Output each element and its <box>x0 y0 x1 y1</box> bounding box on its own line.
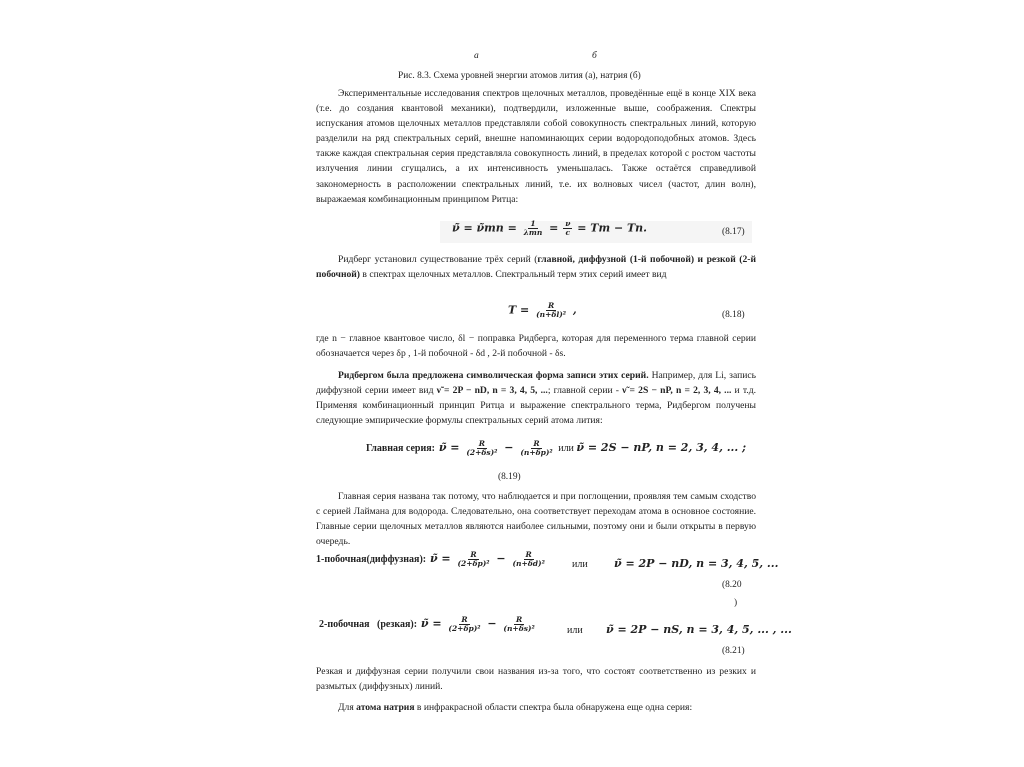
paragraph-rydberg-series: Ридберг установил существование трёх серий (главной, диффузной (1-й побочной) и резкой (2-й побочной) в спектрах щелочных металлов. Спектральный терм этих серий имеет вид <box>316 254 756 281</box>
eq820-rhs: ν̃ = 2P − nD, n = 3, 4, 5, ... <box>614 557 779 570</box>
eq817-left: ν̃ = ν̃mn = <box>452 221 521 235</box>
eq821-rhs: ν̃ = 2P − nS, n = 3, 4, 5, ... , ... <box>606 623 792 636</box>
eq820-frac2: $\frac{R}{\text{(n+δd)²}}$ <box>512 550 545 568</box>
equation-8-18: T = $\frac{R}{\text{(n+δl)²}}$ , <box>508 301 577 319</box>
eq820-ili: или <box>572 559 588 570</box>
equation-8-17: ν̃ = ν̃mn = $\frac{1}{\text{λmn}}$ = $\frac{\nu}{c}$ = Tm − Tn. <box>452 219 648 237</box>
equation-number-8-19: (8.19) <box>498 472 521 482</box>
paragraph-definitions: где n − главное квантовое число, δl − поправка Ридберга, которая для переменного терма главной серии обозначается через δp , 1-й побочной - δd , 2-й побочной - δs. <box>316 333 756 360</box>
eq820-frac1: $\frac{R}{\text{(2+δp)²}}$ <box>457 550 490 568</box>
eq821-frac2: $\frac{R}{\text{(n+δs)²}}$ <box>503 615 535 633</box>
paragraph-sodium: Для атома натрия в инфракрасной области спектра была обнаружена еще одна серия: <box>338 702 693 713</box>
figure-caption: Рис. 8.3. Схема уровней энергии атомов лития (а), натрия (б) <box>398 71 641 81</box>
equation-number-8-18: (8.18) <box>722 310 745 320</box>
equation-number-8-17: (8.17) <box>722 227 745 237</box>
eq817-frac2: $\frac{\nu}{c}$ <box>565 219 571 237</box>
eq819-frac1: $\frac{R}{\text{(2+δs)²}}$ <box>466 439 498 457</box>
equation-8-21: 2-побочная (резкая): ν̃ = $\frac{R}{\text{(2+δp)²}}$ − $\frac{R}{\text{(n+δs)²}}$ <box>319 615 535 633</box>
paragraph-symbolic-form: Ридбергом была предложена символическая форма записи этих серий. Например, для Li, запись диффузной серии имеет вид ν̃ = 2P − nD, n = 3, 4, 5, ...; главной серии - ν̃ = 2S − nP, n = 2, 3, 4, ... и т.д. Применяя комбинационный принцип Ритца и выражение спектрального терма, Ридбергом получены следующие эмпирические формулы спектральных серий атома лития: <box>316 370 756 427</box>
equation-number-8-20-close: ) <box>734 598 738 608</box>
eq821-ili: или <box>567 625 583 636</box>
paragraph-sharp-diffuse: Резкая и диффузная серии получили свои названия из-за того, что состоят соответственно из резких и размытых (диффузных) линий. <box>316 666 756 693</box>
equation-8-20: 1-побочная(диффузная): ν̃ = $\frac{R}{\text{(2+δp)²}}$ − $\frac{R}{\text{(n+δd)²}}$ <box>316 550 545 568</box>
paragraph-main-series: Главная серия названа так потому, что наблюдается и при поглощении, проявляя тем самым сходство с серией Лаймана для водорода. Следовательно, она соответствует переходам атома в основное состояние. Главные серии щелочных металлов являются наиболее сильными, поэтому они и были открыты в первую очередь. <box>316 491 756 548</box>
eq818-frac: $\frac{R}{\text{(n+δl)²}}$ <box>536 301 567 319</box>
paragraph-intro: Экспериментальные исследования спектров щелочных металлов, проведённые ещё в конце XIX века (т.е. до создания квантовой механики), подтвердили, изложенные выше, соображения. Спектры испускания атомов щелочных металлов представляли собой совокупность спектральных линий, которую разделили на ряд спектральных серий, внешне напоминающих серии водородоподобных атомов. Здесь также каждая спектральная серия представляла совокупность линий, в пределах которой с ростом частоты излучения линии сгущались, а их интенсивность уменьшалась. Также остаётся справедливой закономерность в расположении спектральных линий, т.е. их волновых чисел (частот, длин волн), выражаемая комбинационным принципом Ритца: <box>316 88 756 205</box>
figure-label-a: а <box>474 51 479 61</box>
eq817-right: = Tm − Tn. <box>573 221 648 235</box>
eq819-label: Главная серия: <box>366 442 435 454</box>
eq821-label: 2-побочная (резкая): <box>319 618 418 630</box>
eq819-frac2: $\frac{R}{\text{(n+δp)²}}$ <box>520 439 553 457</box>
eq820-label: 1-побочная(диффузная): <box>316 553 427 565</box>
eq821-frac1: $\frac{R}{\text{(2+δp)²}}$ <box>448 615 481 633</box>
equation-8-19: Главная серия: ν̃ = $\frac{R}{\text{(2+δs)²}}$ − $\frac{R}{\text{(n+δp)²}}$ или ν̃ = 2S − nP, n = 2, 3, 4, ... ; <box>366 439 747 457</box>
equation-number-8-20: (8.20 <box>722 580 742 590</box>
eq817-frac1: $\frac{1}{\text{λmn}}$ <box>523 219 543 237</box>
equation-number-8-21: (8.21) <box>722 646 745 656</box>
figure-label-b: б <box>592 51 597 61</box>
